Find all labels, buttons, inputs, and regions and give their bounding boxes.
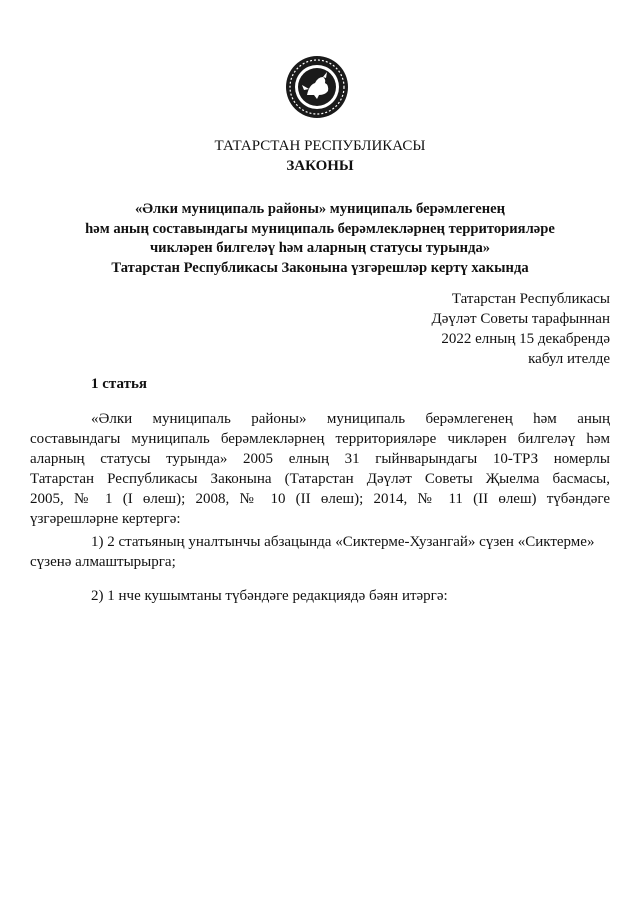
title-line: Татарстан Республикасы Законына үзгәрешләр кертү хакында bbox=[111, 259, 529, 276]
article-paragraph bbox=[30, 409, 610, 529]
law-heading: ЗАКОНЫ bbox=[286, 158, 354, 174]
adoption-note bbox=[370, 289, 610, 369]
paragraph-line: үзгәрешләрне кертергә: bbox=[30, 511, 181, 527]
title-line: һәм аның составындагы муниципаль берәмлекләрнең территорияләре bbox=[85, 220, 555, 237]
tatarstan-emblem-icon bbox=[285, 55, 349, 119]
adoption-line: кабул ителде bbox=[528, 351, 610, 367]
adoption-line: 2022 елның 15 декабрендә bbox=[441, 331, 610, 347]
article-heading: 1 статья bbox=[91, 376, 147, 392]
amendment-item-2 bbox=[30, 586, 610, 606]
amendment-item-1 bbox=[30, 532, 610, 572]
republic-heading: ТАТАРСТАН РЕСПУБЛИКАСЫ bbox=[214, 138, 426, 154]
paragraph-line: 2) 1 нче кушымтаны түбәндәге редакциядә бәян итәргә: bbox=[91, 588, 448, 604]
paragraph-line: Татарстан Республикасы Законына (Татарстан Дәүләт Советы Җыелма басмасы, bbox=[30, 471, 610, 487]
paragraph-line: 2005, № 1 (I өлеш); 2008, № 10 (II өлеш); 2014, № 11 (II өлеш) түбәндәге bbox=[30, 491, 610, 507]
adoption-line: Татарстан Республикасы bbox=[451, 291, 610, 307]
title-line: «Әлки муниципаль районы» муниципаль берәмлегенең bbox=[134, 201, 506, 217]
paragraph-line: составындагы муниципаль берәмлекләрнең территорияләре чикләрен билгеләү һәм bbox=[30, 431, 610, 447]
adoption-line: Дәүләт Советы тарафыннан bbox=[431, 311, 610, 327]
law-title bbox=[0, 200, 640, 278]
title-line: чикләрен билгеләү һәм аларның статусы турында» bbox=[149, 240, 491, 256]
paragraph-line: сүзенә алмаштырырга; bbox=[30, 554, 176, 570]
paragraph-line: 1) 2 статьяның уналтынчы абзацында «Сиктерме-Хузангай» сүзен «Сиктерме» bbox=[91, 534, 595, 550]
paragraph-line: аларның статусы турында» 2005 елның 31 гыйнварындагы 10-ТРЗ номерлы bbox=[30, 451, 610, 467]
paragraph-line: «Әлки муниципаль районы» муниципаль берәмлегенең һәм аның bbox=[91, 411, 610, 427]
